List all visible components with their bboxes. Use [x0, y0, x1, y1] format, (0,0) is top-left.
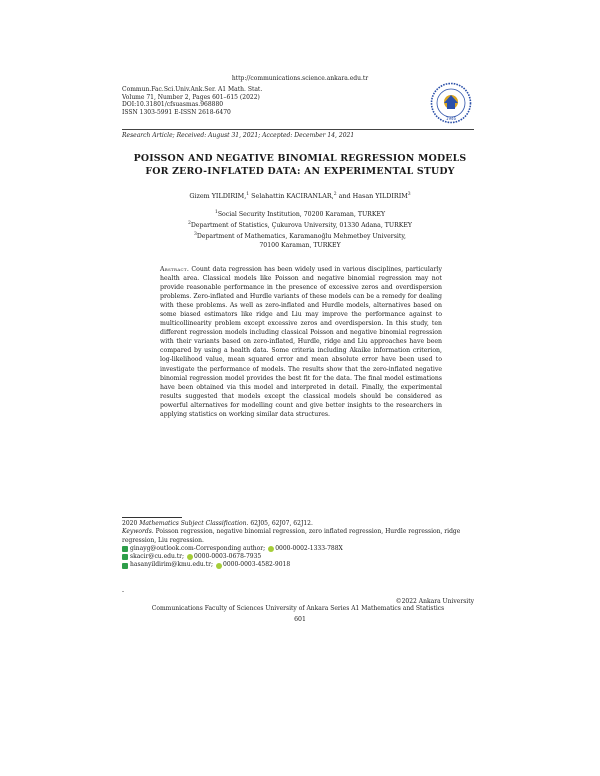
author-list: [0, 192, 600, 200]
title-line: POISSON AND NEGATIVE BINOMIAL REGRESSION MODELS: [133, 153, 467, 164]
footnote-dash: -: [122, 588, 125, 595]
affiliations: [120, 208, 480, 250]
abstract: [160, 265, 442, 419]
orcid-link[interactable]: 0000-0003-4582-9018: [223, 561, 291, 569]
orcid-icon: [187, 554, 193, 560]
header-rule: [122, 129, 474, 130]
contact-row: [122, 561, 474, 569]
mail-icon: [122, 546, 128, 552]
affiliation: $^1$Social Security Institution, 70200 Karaman, TURKEY: [214, 210, 386, 219]
page-number: 601: [294, 616, 306, 623]
author-sup: 1: [246, 192, 250, 197]
journal-line: DOI:10.31801/cfsuasmas.968880: [122, 101, 224, 109]
copyright: [122, 598, 474, 612]
journal-line: ISSN 1303-5991 E-ISSN 2618-6470: [122, 108, 231, 116]
orcid-link[interactable]: 0000-0002-1333-788X: [275, 544, 343, 552]
keywords-footnote: Keywords. Poisson regression, negative binomial regression, zero inflated regression, Hurdle regression, ridge regression, Liu regression.: [122, 528, 461, 544]
affiliation: $^3$Department of Mathematics, Karamanoğlu Mehmetbey University,: [193, 232, 407, 241]
affiliation: 70100 Karaman, TURKEY: [259, 242, 341, 250]
author-sup: 2: [333, 192, 337, 197]
article-history: Research Article; Received: August 31, 2021; Accepted: December 14, 2021: [122, 132, 355, 139]
contact-row: [122, 553, 474, 561]
orcid-icon: [268, 546, 274, 552]
journal-info: [122, 86, 262, 116]
mail-icon: [122, 554, 128, 560]
university-seal-logo: [430, 82, 472, 124]
email-link[interactable]: skacir@cu.edu.tr;: [130, 553, 185, 561]
affiliation: $^2$Department of Statistics, Çukurova University, 01330 Adana, TURKEY: [187, 221, 413, 230]
orcid-link[interactable]: 0000-0003-0678-7935: [194, 553, 262, 561]
msc-footnote: 2020 Mathematics Subject Classification. 62J05, 62J07, 62J12.: [122, 520, 313, 527]
journal-line: Commun.Fac.Sci.Univ.Ank.Ser. A1 Math. Stat.: [122, 86, 263, 93]
email-link[interactable]: hasanyildirim@kmu.edu.tr;: [130, 561, 213, 569]
seal-year: 1946: [445, 116, 457, 121]
footnotes: [122, 520, 474, 570]
author-name: and Hasan YILDIRIM: [336, 192, 408, 201]
journal-line: Volume 71, Number 2, Pages 601–615 (2022): [122, 93, 260, 101]
abstract-label: Abstract.: [160, 266, 190, 273]
footnote-rule: [122, 517, 182, 518]
copyright-line: ©2022 Ankara University: [395, 598, 474, 605]
orcid-icon: [216, 563, 222, 569]
copyright-line: Communications Faculty of Sciences University of Ankara Series A1 Mathematics and Statistics: [151, 605, 445, 612]
email-link[interactable]: ginayg@outlook.com-Corresponding author;: [130, 544, 266, 552]
title-line: FOR ZERO-INFLATED DATA: AN EXPERIMENTAL STUDY: [145, 166, 455, 177]
abstract-text: Count data regression has been widely used in various disciplines, particularly health area. Classical models like Poisson and negative binomial regression may not provide reasonable performance in the presence of excessive zeros and overdispersion problems. Zero-inflated and Hurdle variants of these models can be a remedy for dealing with these problems. As well as zero-inflated and Hurdle models, alternatives based on some biased estimators like ridge and Liu may improve the performance against to multicollinearity problem except excessive zeros and overdispersion. In this study, ten different regression models including classical Poisson and negative binomial regression with their variants based on zero-inflated, Hurdle, ridge and Liu approaches have been compared by using a health data. Some criteria including Akaike information criterion, log-likelihood value, mean squared error and mean absolute error have been used to investigate the performance of models. The results show that the zero-inflated negative binomial regression model provides the best fit for the data. The final model estimations have been obtained via this model and interpreted in detail. Finally, the experimental results suggested that models except the classical models should be considered as powerful alternatives for modelling count and give better insights to the researchers in applying statistics on working similar data structures.: [160, 266, 442, 418]
journal-url[interactable]: http://communications.science.ankara.edu.tr: [231, 75, 369, 82]
mail-icon: [122, 563, 128, 569]
author-sup: 3: [407, 192, 411, 197]
paper-title: [110, 152, 490, 178]
author-name: Selahattin KACIRANLAR,: [249, 192, 334, 201]
contact-row: [122, 545, 474, 553]
author-name: Gizem YILDIRIM,: [189, 192, 247, 201]
